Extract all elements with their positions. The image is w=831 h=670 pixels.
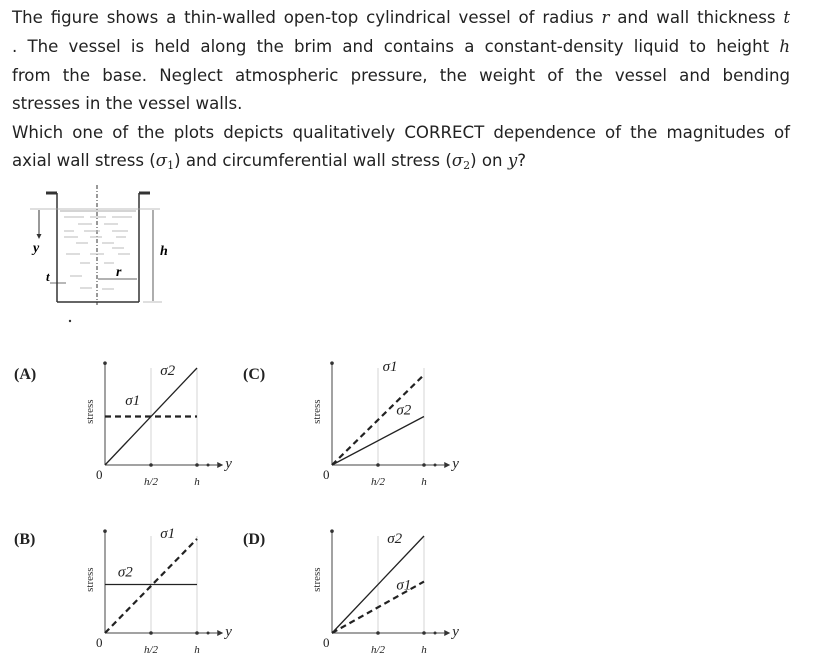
text-segment: [470, 151, 508, 170]
tick-mark: [434, 632, 437, 635]
tick-mark: [149, 631, 153, 635]
tick-mark: [376, 463, 380, 467]
math-symbol: [783, 8, 790, 27]
x-variable-label: y: [225, 624, 232, 640]
option-plot: [45, 511, 245, 661]
curve-label: σ1: [382, 358, 398, 375]
option-plot: [272, 511, 472, 661]
axis-arrow-icon: [217, 630, 223, 636]
math-symbol: [779, 37, 790, 56]
axis-arrow-icon: [103, 529, 107, 533]
axis-arrow-icon: [444, 630, 450, 636]
curve-label: σ2: [160, 362, 176, 379]
tick-label: h/2: [143, 644, 159, 656]
tick-mark: [434, 464, 437, 467]
segment-text: t: [783, 8, 790, 27]
x-variable-label: y: [452, 624, 459, 640]
curve-label: σ2: [117, 564, 133, 581]
option-label[interactable]: (A): [14, 366, 37, 383]
h-label: h: [160, 244, 168, 259]
subscript: 1: [167, 159, 175, 172]
segment-text: σ: [451, 151, 464, 170]
tick-label: h: [421, 476, 427, 488]
segment-text: r: [601, 8, 610, 27]
tick-mark: [422, 463, 426, 467]
axis-arrow-icon: [103, 361, 107, 365]
curve-label: σ2: [396, 402, 412, 419]
math-symbol: [452, 151, 470, 170]
tick-mark: [376, 631, 380, 635]
option-label[interactable]: (B): [14, 531, 36, 548]
option-label[interactable]: (C): [243, 366, 266, 383]
tick-label: h: [194, 644, 200, 656]
segment-text: and wall thickness: [609, 8, 784, 27]
axis-arrow-icon: [330, 361, 334, 365]
segment-text: from the base. Neglect atmospheric pressure, the weight of the vessel and bending: [12, 66, 790, 85]
origin-label: 0: [323, 467, 330, 482]
axis-arrow-icon: [330, 529, 334, 533]
tick-mark: [195, 463, 199, 467]
text-segment: [174, 151, 452, 170]
tick-label: h: [421, 644, 427, 656]
math-symbol: [508, 151, 517, 170]
tick-label: h/2: [370, 476, 386, 488]
option-label[interactable]: (D): [243, 531, 266, 548]
tick-mark: [207, 632, 210, 635]
segment-text: σ: [155, 151, 168, 170]
text-segment: [517, 151, 526, 170]
segment-text: Which one of the plots depicts qualitatively CORRECT dependence of the magnitudes of: [12, 123, 790, 142]
segment-text: stresses in the vessel walls.: [12, 94, 243, 113]
axis-label: stress: [311, 399, 323, 424]
segment-text: ) and circumferential wall stress (: [174, 151, 452, 170]
segment-text: . The vessel is held along the brim and contains a constant-density liquid to height: [12, 37, 780, 56]
axis-label: stress: [311, 567, 323, 592]
curve-label: σ2: [387, 530, 403, 547]
vessel-figure: [0, 0, 200, 330]
segment-text: y: [507, 151, 518, 170]
tick-mark: [149, 463, 153, 467]
y-label: y: [33, 241, 40, 256]
origin-label: 0: [323, 635, 330, 650]
axis-label: stress: [84, 567, 96, 592]
segment-text: h: [779, 37, 790, 56]
curve-label: σ1: [396, 577, 412, 594]
option-plot: [272, 343, 472, 493]
axis-label: stress: [84, 399, 96, 424]
axis-arrow-icon: [444, 462, 450, 468]
x-variable-label: y: [452, 456, 459, 472]
tick-label: h/2: [143, 476, 159, 488]
curve-label: σ1: [125, 392, 141, 409]
segment-text: The figure shows a thin-walled open-top cylindrical vessel of radius: [12, 8, 602, 27]
text-segment: [609, 8, 783, 27]
curve-label: σ1: [160, 525, 176, 542]
subscript: 2: [463, 159, 471, 172]
r-label: r: [116, 265, 122, 280]
tick-mark: [422, 631, 426, 635]
tick-label: h: [194, 476, 200, 488]
axis-arrow-icon: [217, 462, 223, 468]
origin-label: 0: [96, 467, 103, 482]
tick-mark: [207, 464, 210, 467]
segment-text: ?: [517, 151, 527, 170]
option-plot: [45, 343, 245, 493]
tick-label: h/2: [370, 644, 386, 656]
t-label: t: [46, 269, 50, 284]
segment-text: axial wall stress (: [12, 151, 156, 170]
x-variable-label: y: [225, 456, 232, 472]
tick-mark: [195, 631, 199, 635]
segment-text: ) on: [470, 151, 508, 170]
origin-label: 0: [96, 635, 103, 650]
